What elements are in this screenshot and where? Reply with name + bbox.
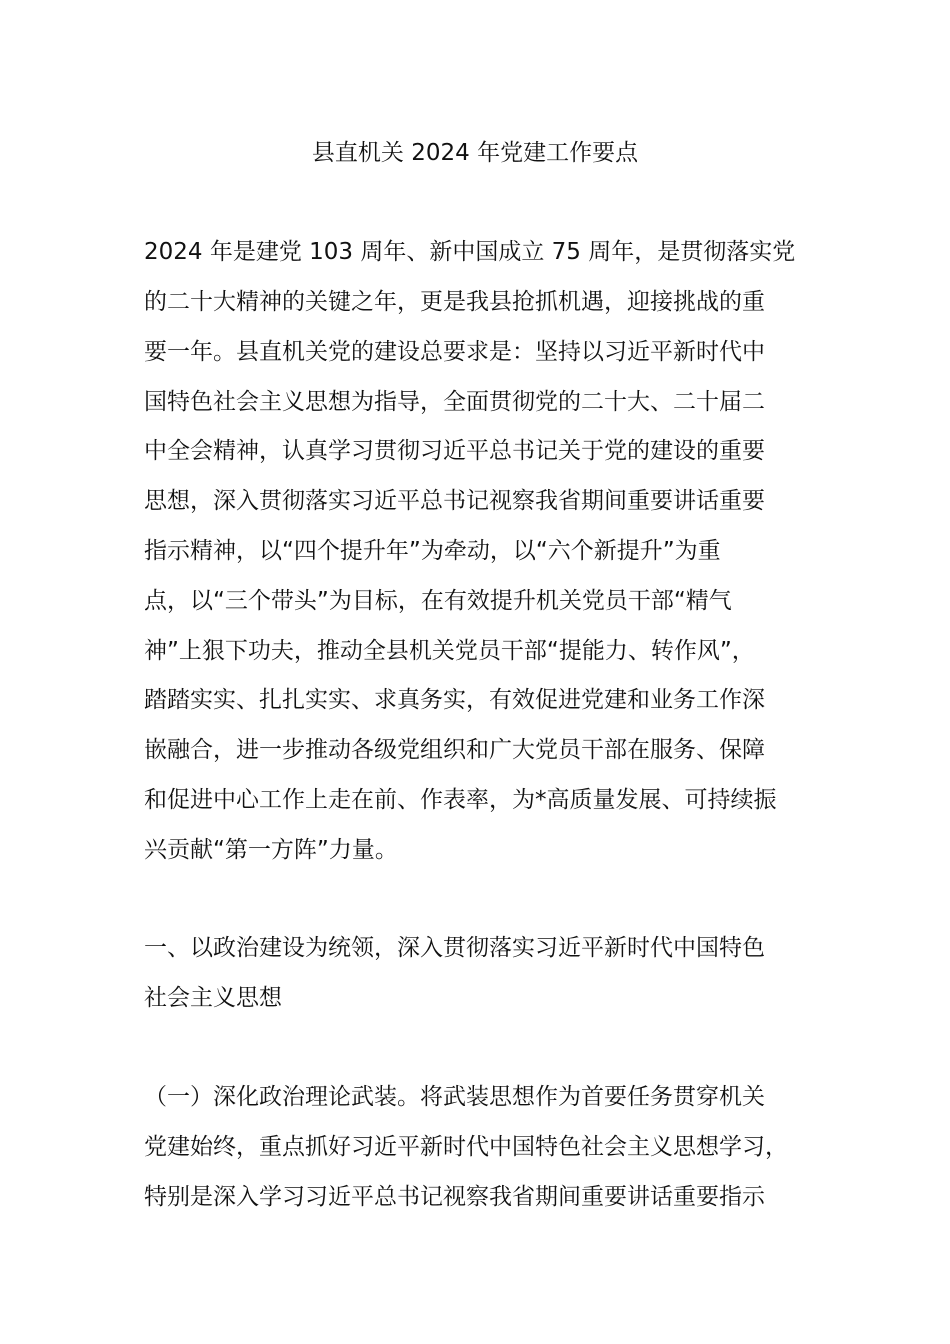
intro-line: 踏踏实实、扎扎实实、求真务实，有效促进党建和业务工作深 (144, 687, 765, 713)
intro-line: 和促进中心工作上走在前、作表率，为*高质量发展、可持续振 (144, 787, 777, 813)
intro-line: 指示精神，以“四个提升年”为牵动，以“六个新提升”为重 (144, 538, 721, 564)
document-title: 县直机关 2024 年党建工作要点 (311, 140, 639, 166)
section-heading-line: 一、以政治建设为统领，深入贯彻落实习近平新时代中国特色 (144, 935, 765, 961)
intro-line: 的二十大精神的关键之年，更是我县抢抓机遇，迎接挑战的重 (144, 289, 765, 315)
intro-line: 要一年。县直机关党的建设总要求是：坚持以习近平新时代中 (144, 339, 765, 365)
intro-line: 点，以“三个带头”为目标，在有效提升机关党员干部“精气 (144, 588, 732, 614)
intro-line: 思想，深入贯彻落实习近平总书记视察我省期间重要讲话重要 (144, 488, 765, 514)
intro-line: 国特色社会主义思想为指导，全面贯彻党的二十大、二十届二 (144, 389, 765, 415)
section-heading-line: 社会主义思想 (144, 985, 282, 1011)
subsection-line: （一）深化政治理论武装。将武装思想作为首要任务贯穿机关 (144, 1084, 765, 1110)
intro-line: 神”上狠下功夫，推动全县机关党员干部“提能力、转作风”， (144, 638, 755, 664)
subsection-line: 党建始终，重点抓好习近平新时代中国特色社会主义思想学习， (144, 1134, 788, 1160)
intro-line: 2024 年是建党 103 周年、新中国成立 75 周年，是贯彻落实党 (144, 239, 796, 265)
intro-line: 兴贡献“第一方阵”力量。 (144, 837, 398, 863)
subsection-line: 特别是深入学习习近平总书记视察我省期间重要讲话重要指示 (144, 1184, 765, 1210)
intro-line: 中全会精神，认真学习贯彻习近平总书记关于党的建设的重要 (144, 438, 765, 464)
intro-line: 嵌融合，进一步推动各级党组织和广大党员干部在服务、保障 (144, 737, 765, 763)
